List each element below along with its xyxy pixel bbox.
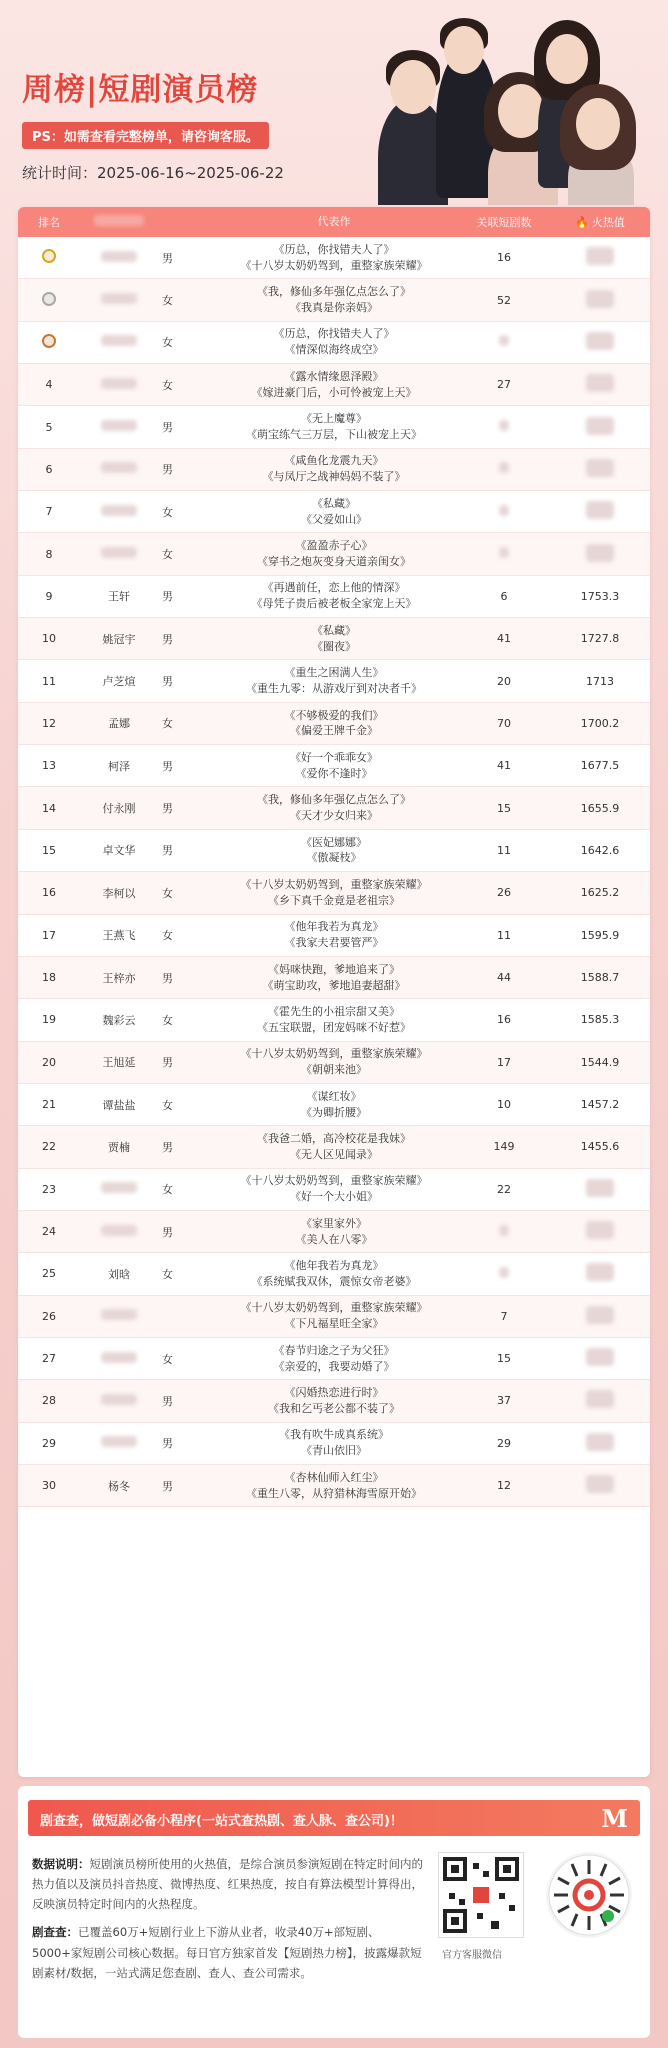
bronze-medal-icon <box>42 334 56 348</box>
heat-value: 1642.6 <box>580 843 620 857</box>
works-cell <box>210 411 458 443</box>
works-cell <box>210 1131 458 1163</box>
works-cell <box>210 1343 458 1375</box>
actor-name <box>80 378 158 392</box>
gender-cell: 女 <box>162 548 173 562</box>
gender-cell: 女 <box>162 1352 173 1366</box>
work-title: 《历总，你找错夫人了》 <box>273 242 395 256</box>
actor-name: 刘晗 <box>108 1267 130 1281</box>
col-rank: 排名 <box>38 216 60 229</box>
heat-value: 1585.3 <box>580 1013 620 1027</box>
work-title: 《母凭子贵后被老板全家宠上天》 <box>251 597 417 611</box>
works-cell <box>210 538 458 570</box>
rank-cell: 5 <box>45 420 53 434</box>
drama-count <box>458 420 550 434</box>
heat-value: 1457.2 <box>580 1098 620 1112</box>
mini-program-code-icon[interactable] <box>546 1852 632 1938</box>
actor-name: 柯泽 <box>108 759 130 773</box>
actor-name <box>80 251 158 265</box>
heat-value <box>550 417 650 438</box>
jcc-note: 剧查查：已覆盖60万+短剧行业上下游从业者，收录40万+部短剧、5000+家短剧公司核心数据。每日官方独家首发【短剧热力榜】，披露爆款短剧素材/数据，一站式满足您查剧、查人、查公司需求。 <box>32 1925 422 1980</box>
works-cell <box>210 750 458 782</box>
rank-cell: 16 <box>42 886 56 900</box>
actor-name: 卓文华 <box>102 844 136 858</box>
drama-count: 149 <box>493 1140 515 1154</box>
actor-name <box>80 1436 158 1450</box>
actor-name <box>80 547 158 561</box>
actor-name <box>80 462 158 476</box>
work-title: 《十八岁太奶奶驾到，重整家族荣耀》 <box>240 877 428 891</box>
works-cell <box>210 919 458 951</box>
heat-value: 1677.5 <box>580 759 620 773</box>
gender-cell: 女 <box>162 717 173 731</box>
gender-cell: 男 <box>162 844 173 858</box>
table-row <box>18 1211 650 1253</box>
work-title: 《天才少女归来》 <box>290 809 378 823</box>
work-title: 《亲爱的，我要动婚了》 <box>273 1359 395 1373</box>
gender-cell: 女 <box>162 336 173 350</box>
works-cell <box>210 326 458 358</box>
work-title: 《我爸二婚，高冷校花是我妹》 <box>257 1131 411 1145</box>
data-note: 数据说明：短剧演员榜所使用的火热值，是综合演员参演短剧在特定时间内的热力值以及演员抖音热度、微博热度、红果热度，按自有算法模型计算得出，反映演员特定时间内的火热程度。 <box>32 1857 423 1912</box>
rank-cell: 27 <box>42 1352 56 1366</box>
gender-cell: 男 <box>162 759 173 773</box>
table-row <box>18 1042 650 1084</box>
work-title: 《情深似海终成空》 <box>284 343 384 357</box>
works-cell <box>210 496 458 528</box>
drama-count: 41 <box>497 632 511 646</box>
gender-cell: 男 <box>162 1056 173 1070</box>
stat-label: 统计时间： <box>22 164 98 182</box>
col-name <box>80 215 158 229</box>
ps-note: PS：如需查看完整榜单，请咨询客服。 <box>22 122 269 149</box>
works-cell <box>210 835 458 867</box>
work-title: 《重生之困满人生》 <box>284 666 384 680</box>
heat-value <box>550 1475 650 1496</box>
actor-name: 王轩 <box>108 590 130 604</box>
table-row <box>18 1126 650 1168</box>
work-title: 《咸鱼化龙震九天》 <box>284 454 384 468</box>
works-cell <box>210 962 458 994</box>
work-title: 《为卿折腰》 <box>301 1105 367 1119</box>
work-title: 《青山依旧》 <box>301 1444 367 1458</box>
heat-value: 1544.9 <box>580 1055 620 1069</box>
table-row <box>18 491 650 533</box>
heat-value: 1595.9 <box>580 928 620 942</box>
rank-cell: 9 <box>45 589 53 603</box>
rank-cell: 14 <box>42 801 56 815</box>
drama-count: 7 <box>500 1309 508 1323</box>
gender-cell: 男 <box>162 1140 173 1154</box>
gender-cell: 男 <box>162 421 173 435</box>
gender-cell: 男 <box>162 463 173 477</box>
work-title: 《我真是你亲妈》 <box>290 301 378 315</box>
table-row <box>18 1296 650 1338</box>
gender-cell: 男 <box>162 632 173 646</box>
rank-cell: 8 <box>45 547 53 561</box>
gender-cell: 女 <box>162 378 173 392</box>
ranking-table <box>18 207 650 1777</box>
actor-name <box>80 1182 158 1196</box>
drama-count: 17 <box>497 1055 511 1069</box>
works-cell <box>210 877 458 909</box>
rank-cell <box>18 249 80 266</box>
actor-name: 杨冬 <box>108 1479 130 1493</box>
heat-value <box>550 1390 650 1411</box>
works-cell <box>210 665 458 697</box>
actor-name <box>80 293 158 307</box>
rank-cell: 23 <box>42 1182 56 1196</box>
table-row <box>18 618 650 660</box>
col-heat: 🔥 火热值 <box>575 216 625 229</box>
drama-count: 10 <box>497 1098 511 1112</box>
table-row <box>18 322 650 364</box>
heat-value <box>550 374 650 395</box>
wechat-qr-code-icon[interactable] <box>438 1852 524 1938</box>
heat-value <box>550 1306 650 1327</box>
work-title: 《系统赋我双休，震惊女帝老婆》 <box>251 1274 417 1288</box>
drama-count: 29 <box>497 1436 511 1450</box>
works-cell <box>210 1300 458 1332</box>
works-cell <box>210 1173 458 1205</box>
gender-cell: 男 <box>162 251 173 265</box>
gender-cell: 女 <box>162 929 173 943</box>
rank-cell: 7 <box>45 505 53 519</box>
drama-count: 52 <box>497 293 511 307</box>
promo-card <box>18 1786 650 2038</box>
drama-count: 44 <box>497 971 511 985</box>
works-cell <box>210 580 458 612</box>
heat-value <box>550 459 650 480</box>
works-cell <box>210 1004 458 1036</box>
work-title: 《萌宝练气三万层，下山被宠上天》 <box>246 428 422 442</box>
work-title: 《重生八零，从狩猎林海雪原开始》 <box>246 1486 422 1500</box>
table-row <box>18 745 650 787</box>
rank-cell: 28 <box>42 1394 56 1408</box>
drama-count: 70 <box>497 716 511 730</box>
silver-medal-icon <box>42 292 56 306</box>
work-title: 《我有吹牛成真系统》 <box>279 1428 389 1442</box>
work-title: 《历总，你找错夫人了》 <box>273 327 395 341</box>
work-title: 《霍先生的小祖宗甜又美》 <box>268 1004 400 1018</box>
work-title: 《闪婚热恋进行时》 <box>284 1386 384 1400</box>
rank-cell: 21 <box>42 1098 56 1112</box>
rank-cell: 20 <box>42 1055 56 1069</box>
works-cell <box>210 1089 458 1121</box>
work-title: 《杏林仙师入红尘》 <box>284 1470 384 1484</box>
gender-cell: 男 <box>162 971 173 985</box>
work-title: 《我，修仙多年强亿点怎么了》 <box>257 793 411 807</box>
heat-value <box>550 290 650 311</box>
qr-caption: 官方客服微信 <box>442 1950 502 1961</box>
table-row <box>18 957 650 999</box>
table-header <box>18 207 650 237</box>
actor-name <box>80 505 158 519</box>
gender-cell: 女 <box>162 1098 173 1112</box>
works-cell <box>210 623 458 655</box>
drama-count <box>458 505 550 519</box>
table-row <box>18 830 650 872</box>
work-title: 《他年我若为真龙》 <box>284 920 384 934</box>
rank-cell: 25 <box>42 1267 56 1281</box>
rank-cell <box>18 292 80 309</box>
work-title: 《好一个乖乖女》 <box>290 750 378 764</box>
work-title: 《下凡福星旺全家》 <box>284 1317 384 1331</box>
work-title: 《私藏》 <box>312 496 356 510</box>
rank-cell: 6 <box>45 462 53 476</box>
drama-count: 15 <box>497 1352 511 1366</box>
works-cell <box>210 1216 458 1248</box>
heat-value: 1700.2 <box>580 716 620 730</box>
work-title: 《重生九零：从游戏厅到对决者千》 <box>246 682 422 696</box>
works-cell <box>210 1046 458 1078</box>
actor-name <box>80 1394 158 1408</box>
work-title: 《家里家外》 <box>301 1216 367 1230</box>
rank-cell: 15 <box>42 843 56 857</box>
promo-banner[interactable] <box>28 1800 640 1836</box>
rank-cell: 10 <box>42 632 56 646</box>
work-title: 《十八岁太奶奶驾到，重整家族荣耀》 <box>240 1301 428 1315</box>
work-title: 《谋红妆》 <box>306 1089 362 1103</box>
works-cell <box>210 242 458 274</box>
work-title: 《乡下真千金竟是老祖宗》 <box>268 893 400 907</box>
actor-name <box>80 420 158 434</box>
table-row <box>18 279 650 321</box>
work-title: 《傲凝枝》 <box>306 851 362 865</box>
gold-medal-icon <box>42 249 56 263</box>
work-title: 《父爱如山》 <box>301 512 367 526</box>
works-cell <box>210 708 458 740</box>
gender-cell: 男 <box>162 1437 173 1451</box>
actor-name <box>80 1309 158 1323</box>
rank-cell: 17 <box>42 928 56 942</box>
work-title: 《春节归途之子为父狂》 <box>273 1343 395 1357</box>
stat-period <box>22 162 284 183</box>
actor-name: 贾楠 <box>108 1140 130 1154</box>
work-title: 《露水情缘恩泽殿》 <box>284 369 384 383</box>
heat-value: 1625.2 <box>580 886 620 900</box>
table-row <box>18 533 650 575</box>
rank-cell: 18 <box>42 971 56 985</box>
rank-cell: 26 <box>42 1309 56 1323</box>
drama-count: 11 <box>497 928 511 942</box>
heat-value <box>550 1263 650 1284</box>
table-row <box>18 872 650 914</box>
work-title: 《朝朝来池》 <box>301 1063 367 1077</box>
col-count: 关联短剧数 <box>476 216 532 229</box>
work-title: 《圈夜》 <box>312 639 356 653</box>
rank-cell <box>18 334 80 351</box>
work-title: 《嫁进豪门后，小可怜被宠上天》 <box>251 385 417 399</box>
works-cell <box>210 792 458 824</box>
drama-count: 15 <box>497 801 511 815</box>
actor-name: 李柯以 <box>102 886 136 900</box>
heat-value <box>550 1179 650 1200</box>
page-title: 周榜|短剧演员榜 <box>22 72 259 108</box>
table-row <box>18 237 650 279</box>
heat-value <box>550 1433 650 1454</box>
table-row <box>18 1465 650 1507</box>
drama-count <box>458 1267 550 1281</box>
drama-count: 26 <box>497 886 511 900</box>
gender-cell: 男 <box>162 1394 173 1408</box>
actor-name: 卢芝煊 <box>102 675 136 689</box>
actor-name: 付永刚 <box>102 802 136 816</box>
work-title: 《我，修仙多年强亿点怎么了》 <box>257 285 411 299</box>
table-row <box>18 1423 650 1465</box>
actor-name <box>80 335 158 349</box>
table-row <box>18 660 650 702</box>
work-title: 《穿书之炮灰变身天道亲闺女》 <box>257 555 411 569</box>
drama-count: 37 <box>497 1394 511 1408</box>
gender-cell: 男 <box>162 1479 173 1493</box>
rank-cell: 4 <box>45 378 53 392</box>
table-row <box>18 576 650 618</box>
actor-name <box>80 1225 158 1239</box>
actor-name <box>80 1352 158 1366</box>
table-row <box>18 999 650 1041</box>
work-title: 《萌宝助攻，爹地追妻超甜》 <box>262 978 406 992</box>
table-body <box>18 237 650 1507</box>
work-title: 《爱你不逢时》 <box>295 766 373 780</box>
gender-cell: 女 <box>162 505 173 519</box>
heat-value: 1588.7 <box>580 971 620 985</box>
col-works: 代表作 <box>317 215 351 229</box>
drama-count: 11 <box>497 843 511 857</box>
gender-cell: 女 <box>162 294 173 308</box>
actors-photo <box>348 8 638 205</box>
heat-value <box>550 247 650 268</box>
table-row <box>18 1084 650 1126</box>
heat-value <box>550 332 650 353</box>
actor-name: 王燕飞 <box>102 929 136 943</box>
table-row <box>18 703 650 745</box>
work-title: 《美人在八零》 <box>295 1232 373 1246</box>
works-cell <box>210 1427 458 1459</box>
fire-icon: 🔥 <box>575 216 589 229</box>
gender-cell: 女 <box>162 1267 173 1281</box>
drama-count: 16 <box>497 1013 511 1027</box>
gender-cell: 男 <box>162 675 173 689</box>
actor-name: 谭盐盐 <box>102 1098 136 1112</box>
work-title: 《我和乞丐老公都不装了》 <box>268 1401 400 1415</box>
work-title: 《私藏》 <box>312 623 356 637</box>
rank-cell: 12 <box>42 716 56 730</box>
gender-cell: 女 <box>162 886 173 900</box>
promo-banner-text: 剧查查，做短剧必备小程序(一站式查热剧、查人脉、查公司)！ <box>40 1814 403 1829</box>
work-title: 《不够极爱的我们》 <box>284 708 384 722</box>
heat-value: 1655.9 <box>580 801 620 815</box>
drama-count: 6 <box>500 589 508 603</box>
heat-value <box>550 544 650 565</box>
drama-count: 27 <box>497 378 511 392</box>
drama-count: 12 <box>497 1479 511 1493</box>
heat-value: 1753.3 <box>580 589 620 603</box>
works-cell <box>210 369 458 401</box>
table-row <box>18 1253 650 1295</box>
stat-range: 2025-06-16~2025-06-22 <box>97 164 284 182</box>
work-title: 《再遇前任，恋上他的情深》 <box>262 581 406 595</box>
works-cell <box>210 1470 458 1502</box>
work-title: 《偏爱王牌千金》 <box>290 724 378 738</box>
work-title: 《盈盈赤子心》 <box>295 539 373 553</box>
drama-count: 22 <box>497 1182 511 1196</box>
brand-logo-icon: M <box>601 1804 628 1833</box>
table-row <box>18 1169 650 1211</box>
work-title: 《无上魔尊》 <box>301 412 367 426</box>
heat-value <box>550 1348 650 1369</box>
works-cell <box>210 1385 458 1417</box>
rank-cell: 19 <box>42 1013 56 1027</box>
actor-name: 王旭延 <box>102 1056 136 1070</box>
work-title: 《十八岁太奶奶驾到，重整家族荣耀》 <box>240 1174 428 1188</box>
work-title: 《无人区见闻录》 <box>290 1147 378 1161</box>
rank-cell: 30 <box>42 1479 56 1493</box>
drama-count <box>458 335 550 349</box>
table-row <box>18 449 650 491</box>
drama-count: 20 <box>497 674 511 688</box>
heat-value: 1727.8 <box>580 632 620 646</box>
work-title: 《妈咪快跑，爹地追来了》 <box>268 962 400 976</box>
drama-count <box>458 1225 550 1239</box>
gender-cell: 女 <box>162 1013 173 1027</box>
rank-cell: 29 <box>42 1436 56 1450</box>
promo-description <box>32 1854 424 1983</box>
drama-count <box>458 547 550 561</box>
drama-count: 41 <box>497 759 511 773</box>
actor-name: 王梓亦 <box>102 971 136 985</box>
rank-cell: 24 <box>42 1225 56 1239</box>
work-title: 《医妃娜娜》 <box>301 835 367 849</box>
heat-value <box>550 501 650 522</box>
work-title: 《好一个大小姐》 <box>290 1190 378 1204</box>
drama-count <box>458 462 550 476</box>
rank-cell: 13 <box>42 759 56 773</box>
work-title: 《五宝联盟，团宠妈咪不好惹》 <box>257 1020 411 1034</box>
table-row <box>18 787 650 829</box>
works-cell <box>210 1258 458 1290</box>
works-cell <box>210 284 458 316</box>
work-title: 《与凤厅之战神妈妈不装了》 <box>262 470 406 484</box>
works-cell <box>210 453 458 485</box>
actor-name: 孟娜 <box>108 717 130 731</box>
work-title: 《他年我若为真龙》 <box>284 1258 384 1272</box>
gender-cell: 女 <box>162 1183 173 1197</box>
work-title: 《十八岁太奶奶驾到，重整家族荣耀》 <box>240 258 428 272</box>
table-row <box>18 1338 650 1380</box>
gender-cell: 男 <box>162 1225 173 1239</box>
rank-cell: 11 <box>42 674 56 688</box>
rank-cell: 22 <box>42 1140 56 1154</box>
table-row <box>18 1380 650 1422</box>
table-row <box>18 406 650 448</box>
work-title: 《十八岁太奶奶驾到，重整家族荣耀》 <box>240 1047 428 1061</box>
table-row <box>18 364 650 406</box>
gender-cell: 男 <box>162 802 173 816</box>
heat-value <box>550 1221 650 1242</box>
heat-value: 1713 <box>586 674 614 688</box>
work-title: 《我家夫君要管严》 <box>284 936 384 950</box>
gender-cell: 男 <box>162 590 173 604</box>
heat-value: 1455.6 <box>580 1140 620 1154</box>
actor-name: 姚冠宇 <box>102 632 136 646</box>
drama-count: 16 <box>497 251 511 265</box>
table-row <box>18 915 650 957</box>
actor-name: 魏彩云 <box>102 1013 136 1027</box>
page-header <box>0 0 668 205</box>
